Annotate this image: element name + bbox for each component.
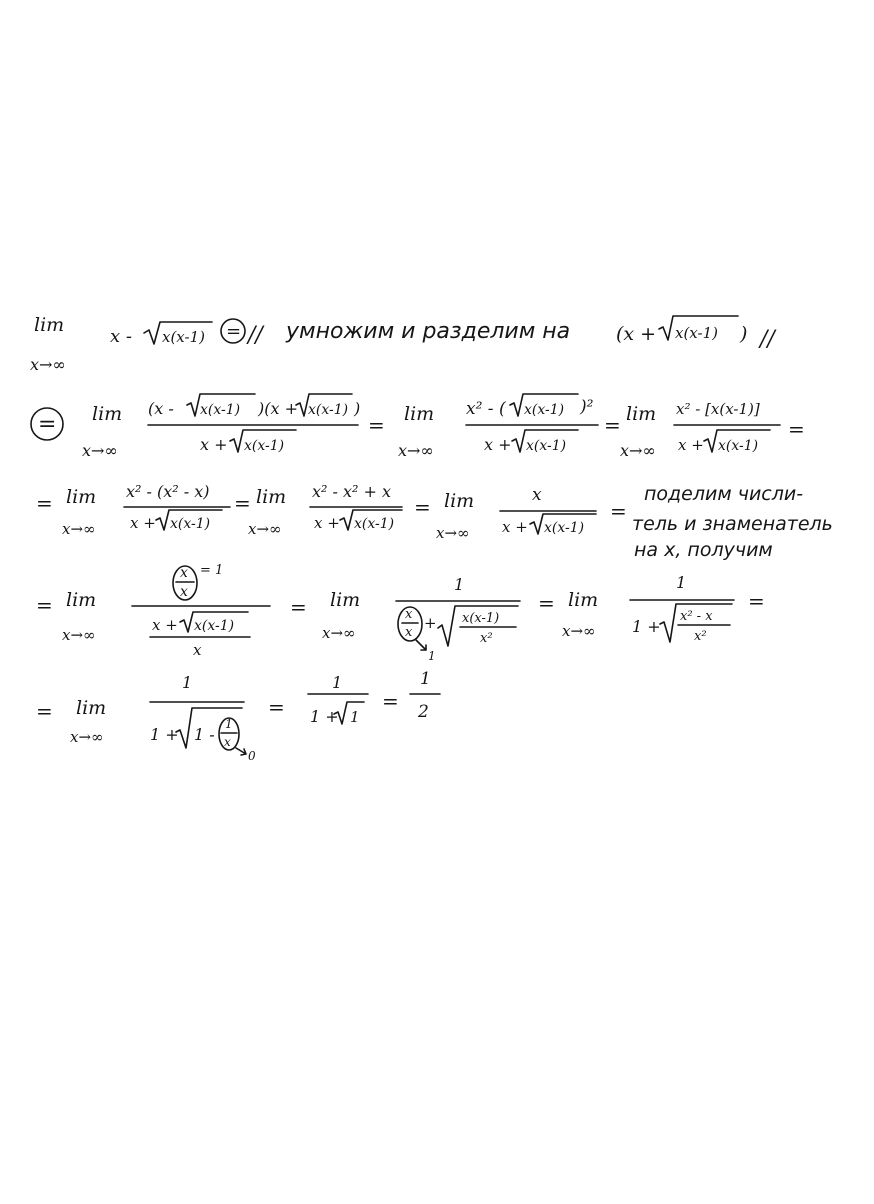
lim-subscript: x→∞ — [62, 626, 96, 644]
lim-subscript: x→∞ — [620, 441, 656, 460]
fraction-denominator-part: x + — [200, 435, 228, 454]
equals-sign: = — [36, 491, 53, 515]
equals-sign: = — [788, 417, 805, 441]
line-1-problem — [30, 314, 777, 374]
fraction-radicand-part: 1 - — [194, 725, 215, 744]
comment-text: умножим и разделим на — [286, 319, 571, 344]
equals-sign: = — [748, 589, 765, 613]
lim-subscript: x→∞ — [62, 520, 96, 538]
fraction-denominator-radicand: x(x-1) — [354, 516, 395, 532]
fraction-denominator-part: 1 + — [150, 725, 179, 744]
fraction-numerator: x² - x² + x — [312, 482, 392, 501]
fraction-denominator-radicand: x(x-1) — [544, 520, 585, 536]
note-line: тель и знаменатель — [632, 513, 833, 535]
fraction-numerator-part: ) — [354, 399, 361, 418]
lim-word: lim — [66, 589, 97, 611]
fraction-denominator-part: x + — [678, 436, 704, 454]
lim-word: lim — [34, 314, 65, 336]
arrow-icon — [416, 640, 426, 650]
fraction-numerator-radicand: x(x-1) — [524, 402, 565, 418]
fraction-denominator-radicand: x(x-1) — [244, 438, 285, 454]
fraction-numerator: 1 — [454, 575, 465, 594]
fraction-denominator-part: x + — [484, 435, 512, 454]
fraction-denominator-part: x + — [502, 518, 528, 536]
lim-word: lim — [330, 589, 361, 611]
cancel-note: = 1 — [200, 563, 224, 578]
fraction-numerator: 1 — [182, 673, 193, 692]
lim-subscript: x→∞ — [562, 622, 596, 640]
lim-subscript: x→∞ — [436, 524, 470, 542]
lim-subscript: x→∞ — [30, 355, 66, 374]
note-line: на x, получим — [634, 539, 773, 561]
equals-sign: = — [36, 593, 53, 617]
lim-subscript: x→∞ — [398, 441, 434, 460]
fraction-denominator-radicand: x(x-1) — [718, 438, 759, 454]
comment-close: // — [760, 327, 775, 352]
lim-word: lim — [568, 589, 599, 611]
line-4-divide-by-x — [36, 563, 765, 663]
fraction-numerator-part: (x - — [148, 399, 174, 418]
equals-sign: = — [268, 695, 285, 719]
fraction-radicand-bottom: x — [224, 735, 231, 749]
fraction-denominator-radicand: 1 — [350, 708, 360, 726]
lim-subscript: x→∞ — [82, 441, 118, 460]
lim-word: lim — [626, 403, 657, 425]
note-line: поделим числи- — [644, 483, 804, 505]
equals-sign: = — [382, 689, 399, 713]
comment-close-paren: ) — [740, 323, 748, 345]
equals-circled: = — [226, 321, 242, 342]
fraction-denominator-radicand: x(x-1) — [170, 516, 211, 532]
line-5-result — [36, 669, 440, 763]
equals-sign: = — [414, 495, 431, 519]
line-3-simplify — [36, 482, 833, 561]
expression-left: x - — [110, 326, 132, 347]
arrow-icon — [236, 748, 246, 755]
fraction-numerator-part: x² - ( — [466, 399, 506, 419]
fraction-numerator: 1 — [332, 673, 343, 692]
fraction-x-top: x — [405, 607, 413, 622]
fraction-denominator-bottom: x — [193, 641, 202, 659]
equals-circled: = — [38, 412, 57, 437]
fraction-numerator: 1 — [420, 669, 431, 689]
lim-word: lim — [92, 403, 123, 425]
plus-sign: + — [424, 614, 437, 632]
fraction-x-bottom: x — [405, 625, 413, 640]
arrow-label: 1 — [428, 649, 436, 663]
fraction-numerator-bottom: x — [180, 584, 188, 600]
fraction-radicand-top: x(x-1) — [462, 611, 500, 626]
equals-sign: = — [604, 413, 621, 437]
equals-sign: = — [538, 591, 555, 615]
comment-open: // — [248, 323, 263, 348]
lim-word: lim — [404, 403, 435, 425]
expression-radicand: x(x-1) — [162, 328, 205, 346]
lim-word: lim — [76, 697, 107, 719]
fraction-radicand-bottom: x² — [480, 631, 493, 646]
equals-sign: = — [368, 413, 385, 437]
fraction-denominator-radicand: x(x-1) — [526, 438, 567, 454]
fraction-radicand-bottom: x² — [694, 629, 707, 644]
fraction-numerator-radicand: x(x-1) — [308, 402, 349, 418]
fraction-numerator: 1 — [676, 573, 687, 592]
lim-word: lim — [256, 486, 287, 508]
fraction-numerator-part: )(x + — [258, 399, 298, 418]
fraction-numerator: x — [532, 485, 542, 505]
fraction-numerator: x² - [x(x-1)] — [676, 400, 760, 418]
equals-sign: = — [610, 499, 627, 523]
fraction-denominator: 2 — [418, 702, 429, 722]
arrow-label: 0 — [248, 749, 256, 763]
lim-subscript: x→∞ — [248, 520, 282, 538]
fraction-denominator-part: 1 + — [310, 707, 339, 726]
fraction-denominator-part: x + — [130, 514, 156, 532]
equals-sign: = — [234, 491, 251, 515]
fraction-denominator-part: x + — [152, 616, 178, 634]
lim-word: lim — [66, 486, 97, 508]
fraction-numerator-part: )² — [580, 397, 594, 417]
fraction-denominator-radicand: x(x-1) — [194, 618, 235, 634]
lim-subscript: x→∞ — [70, 728, 104, 746]
lim-subscript: x→∞ — [322, 624, 356, 642]
fraction-radicand-top: 1 — [225, 717, 233, 731]
comment-paren: (x + — [616, 323, 657, 345]
equals-sign: = — [36, 699, 53, 723]
fraction-denominator-part: 1 + — [632, 617, 661, 636]
fraction-numerator-radicand: x(x-1) — [200, 402, 241, 418]
fraction-numerator: x² - (x² - x) — [126, 482, 210, 501]
lim-word: lim — [444, 490, 475, 512]
fraction-radicand-top: x² - x — [680, 609, 713, 624]
fraction-numerator-top: x — [180, 565, 188, 581]
line-2-multiply-conjugate — [31, 394, 805, 460]
equals-sign: = — [290, 595, 307, 619]
fraction-denominator-part: x + — [314, 514, 340, 532]
comment-radicand: x(x-1) — [675, 324, 718, 342]
